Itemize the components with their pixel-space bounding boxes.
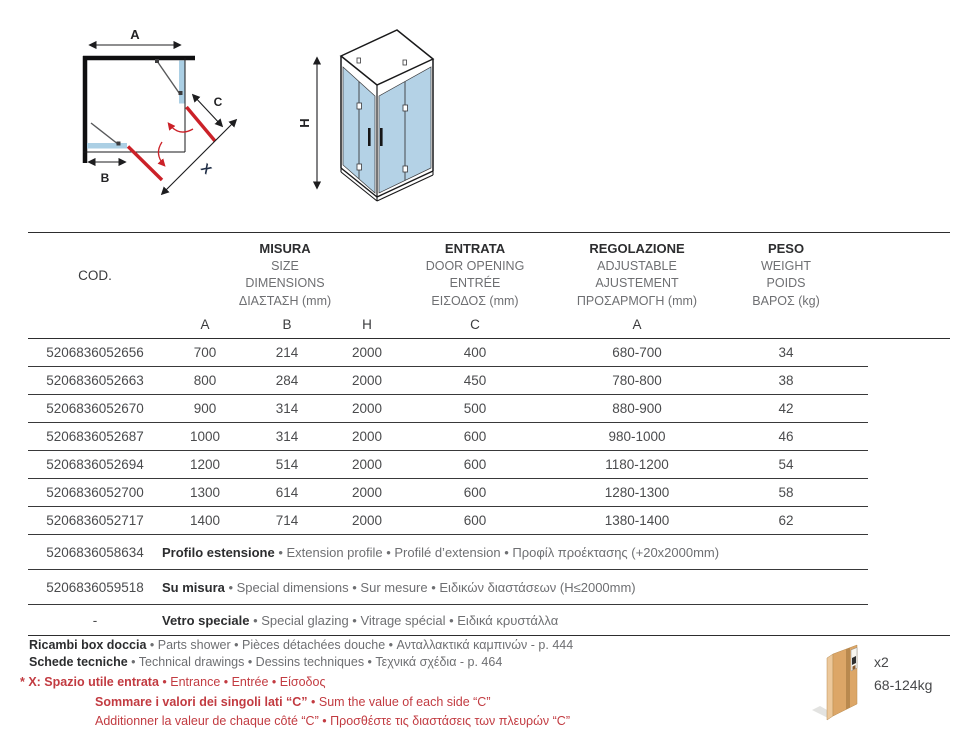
- hinge: [357, 164, 362, 170]
- column-group-entrata: ENTRATA DOOR OPENING ENTRÉE ΕΙΣΟΔΟΣ (mm): [425, 241, 525, 308]
- table-row: 5206836052663 800 284 2000 450 780-800 38: [28, 367, 868, 395]
- table-subheader: [28, 310, 950, 338]
- dim-c-label: C: [213, 95, 223, 109]
- door-swing-arrow: [169, 124, 193, 132]
- handle-bar: [368, 128, 371, 146]
- table-row: 5206836052694 1200 514 2000 600 1180-1200 54: [28, 451, 868, 479]
- door-swing-arrow: [158, 142, 164, 165]
- column-group-peso: PESO WEIGHT POIDS ΒΑΡΟΣ (kg): [752, 241, 820, 308]
- hinge: [357, 58, 361, 63]
- row-label-italian: Vetro speciale: [162, 612, 250, 628]
- subheader-adj-a: A: [632, 316, 642, 332]
- table-row-special-glazing: - Vetro speciale • Special glazing • Vitrage spécial • Ειδικά κρυστάλλα: [92, 612, 559, 628]
- table-row: 5206836052717 1400 714 2000 600 1380-1400 62: [28, 507, 868, 535]
- spec-table: [28, 232, 950, 636]
- column-header-cod: COD.: [78, 267, 112, 283]
- hinge: [403, 105, 408, 111]
- column-group-misura: MISURA SIZE DIMENSIONS ΔΙΑΣΤΑΣΗ (mm): [238, 241, 332, 308]
- door-panel-right: [187, 107, 216, 141]
- package-weight: 68-124kg: [874, 677, 933, 693]
- row-label-translations: • Extension profile • Profilé d’extension • Προφίλ προέκτασης (+20x2000mm): [274, 544, 720, 560]
- handle-bar: [380, 128, 383, 146]
- footnote-sum-sides-fr-gr: Additionner la valeur de chaque côté “C” • Προσθέστε τις διαστάσεις των πλευρών “C”: [95, 714, 570, 728]
- dim-x-arrow: [162, 120, 236, 194]
- table-header: [28, 233, 950, 310]
- subheader-h: H: [362, 316, 372, 332]
- subheader-a: A: [200, 316, 210, 332]
- support-clamp: [155, 59, 159, 63]
- footnote-entrance: * X: Spazio utile entrata • Entrance • Entrée • Είσοδος: [20, 675, 326, 689]
- table-row: 5206836052656 700 214 2000 400 680-700 34: [28, 339, 868, 367]
- row-label-translations: • Special dimensions • Sur mesure • Ειδικών διαστάσεων (H≤2000mm): [224, 579, 636, 595]
- table-body: [28, 339, 868, 605]
- row-label-italian: Profilo estensione: [162, 544, 275, 560]
- table-row: 5206836052700 1300 614 2000 600 1280-1300 58: [28, 479, 868, 507]
- subheader-c: C: [470, 316, 480, 332]
- hinge: [403, 166, 408, 172]
- fixed-glass-right: [179, 61, 185, 104]
- support-bar-top: [157, 61, 181, 95]
- footer-references: [29, 637, 573, 670]
- support-clamp: [179, 91, 183, 95]
- row-label-italian: Su misura: [162, 579, 225, 595]
- dim-a-label: A: [130, 27, 140, 42]
- support-bar-bottom: [91, 123, 119, 145]
- hinge: [357, 103, 362, 109]
- fixed-glass-bottom: [87, 143, 127, 149]
- dim-x-label: X: [197, 160, 215, 178]
- tech-reference-line: Schede tecniche • Technical drawings • Dessins techniques • Τεχνικά σχέδια - p. 464: [29, 654, 503, 669]
- subheader-b: B: [282, 316, 292, 332]
- package-icon: [810, 638, 868, 722]
- column-group-regolazione: REGOLAZIONE ADJUSTABLE AJUSTEMENT ΠΡΟΣΑΡΜΟΓΗ (mm): [576, 241, 698, 308]
- package-info: [874, 651, 932, 697]
- footnote-sum-sides: Sommare i valori dei singoli lati “C” • Sum the value of each side “C”: [95, 694, 491, 709]
- table-row-extension-profile: 5206836058634 Profilo estensione • Extension profile • Profilé d’extension • Προφίλ προέκτασης (+20x2000mm): [28, 535, 868, 570]
- package-strap: [846, 648, 850, 710]
- support-clamp: [117, 142, 121, 146]
- dim-b-label: B: [100, 171, 110, 185]
- isometric-drawing: [288, 18, 460, 210]
- row-label-translations: • Special glazing • Vitrage spécial • Ειδικά κρυστάλλα: [249, 612, 559, 628]
- table-row-special-dimensions: 5206836059518 Su misura • Special dimensions • Sur mesure • Ειδικών διαστάσεων (H≤2000mm): [28, 570, 868, 605]
- package-side: [827, 654, 833, 720]
- plan-view-drawing: [58, 22, 263, 217]
- footnotes: [20, 673, 570, 732]
- parts-reference-line: Ricambi box doccia • Parts shower • Pièces détachées douche • Ανταλλακτικά καμπινών - p. 444: [29, 638, 574, 652]
- package-quantity: x2: [874, 654, 889, 670]
- table-row: 5206836052670 900 314 2000 500 880-900 42: [28, 395, 868, 423]
- hinge: [403, 60, 407, 65]
- table-row: 5206836052687 1000 314 2000 600 980-1000 46: [28, 423, 868, 451]
- dim-h-label: H: [297, 118, 312, 128]
